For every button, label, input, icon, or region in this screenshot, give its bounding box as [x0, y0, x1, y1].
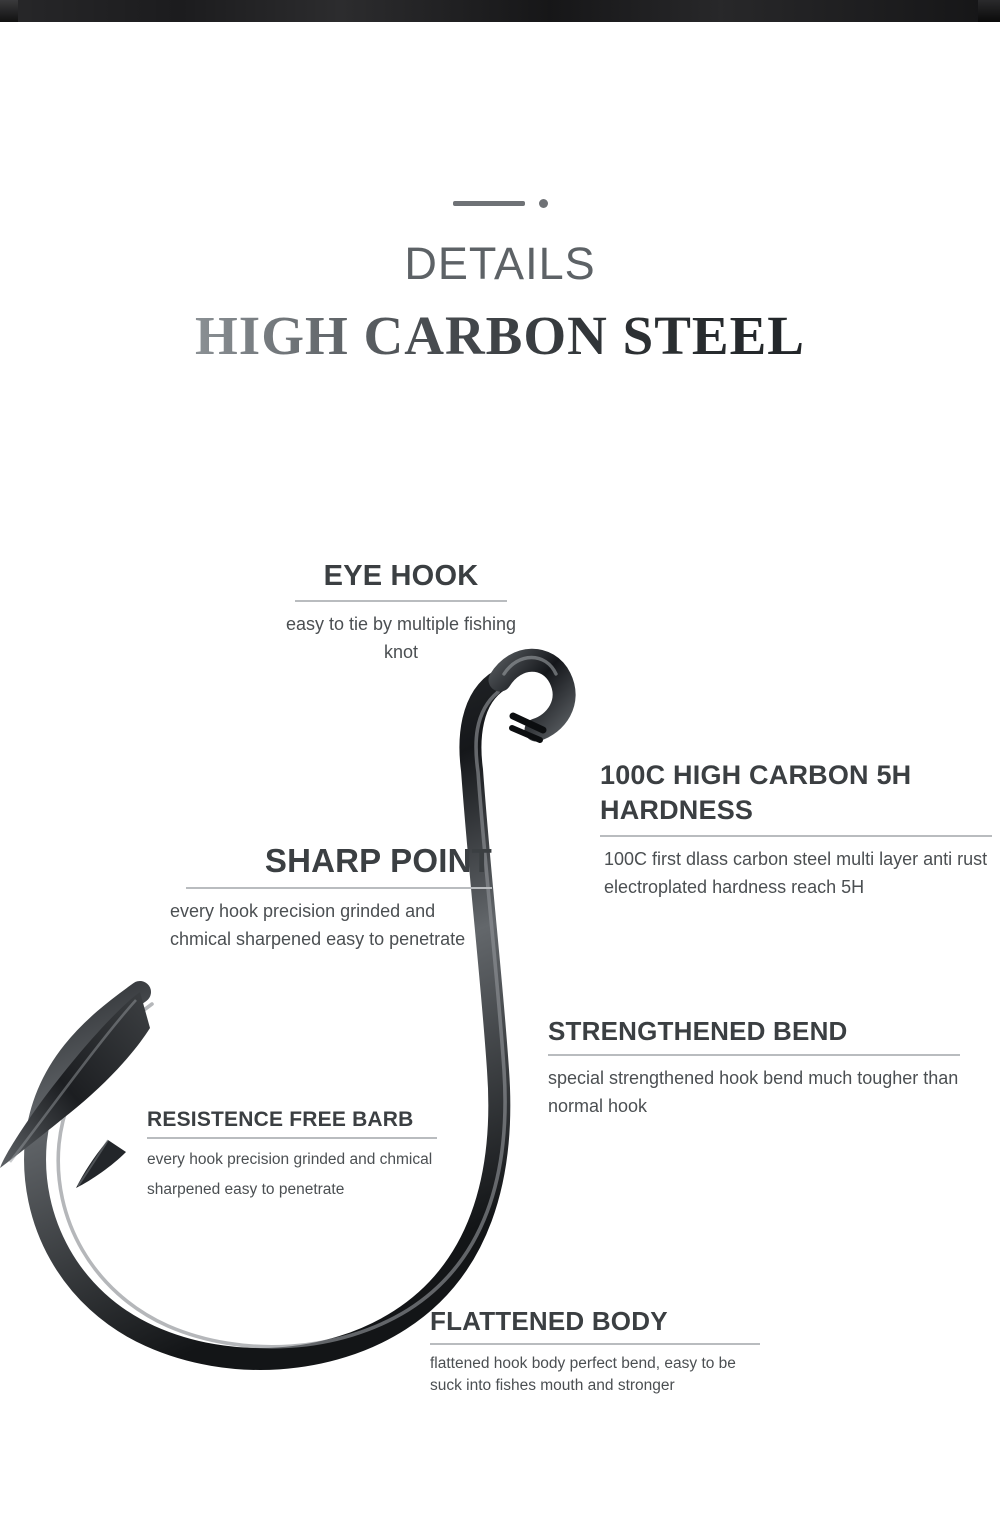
- callout-resistence-free-barb-body: every hook precision grinded and chmical sharpened easy to penetrate: [147, 1151, 433, 1199]
- callout-divider: [548, 1054, 960, 1056]
- page-title: DETAILS: [404, 238, 596, 289]
- callout-divider: [430, 1343, 760, 1345]
- top-dark-strip: [0, 0, 1000, 22]
- callout-sharp-point: [166, 842, 492, 954]
- callout-flattened-body: [430, 1306, 760, 1398]
- callout-resistence-free-barb: [147, 1108, 437, 1205]
- callout-divider: [600, 835, 992, 837]
- callout-high-carbon-body: 100C first dlass carbon steel multi layer anti rust electroplated hardness reach 5H: [604, 849, 988, 898]
- callout-eye-hook-title: EYE HOOK: [323, 560, 479, 592]
- callout-high-carbon-title: 100C HIGH CARBON 5H HARDNESS: [600, 760, 912, 826]
- callout-flattened-body-body: flattened hook body perfect bend, easy to be suck into fishes mouth and stronger: [430, 1355, 736, 1395]
- page-subtitle: HIGH CARBON STEEL: [0, 304, 1000, 367]
- callout-eye-hook-body: easy to tie by multiple fishing knot: [285, 614, 517, 662]
- callout-strengthened-bend-title: STRENGTHENED BEND: [548, 1016, 848, 1046]
- callout-strengthened-bend: [548, 1016, 960, 1121]
- callout-strengthened-bend-body: special strengthened hook bend much tougher than normal hook: [548, 1068, 959, 1116]
- ornament-dash: [453, 201, 525, 206]
- ornament-dot: [539, 199, 548, 208]
- callout-divider: [147, 1137, 437, 1139]
- callout-divider: [186, 887, 492, 889]
- strip-edge-right: [978, 0, 1000, 22]
- callout-high-carbon: [600, 758, 992, 902]
- callout-divider: [295, 600, 507, 602]
- page-header: [0, 196, 1000, 367]
- strip-edge-left: [0, 0, 18, 22]
- callout-flattened-body-title: FLATTENED BODY: [430, 1306, 668, 1336]
- callout-eye-hook: [276, 560, 526, 667]
- callout-sharp-point-title: SHARP POINT: [264, 842, 492, 879]
- callout-sharp-point-body: every hook precision grinded and chmical sharpened easy to penetrate: [170, 901, 466, 949]
- dash-dot-ornament-icon: [0, 196, 1000, 210]
- callout-resistence-free-barb-title: RESISTENCE FREE BARB: [147, 1108, 414, 1131]
